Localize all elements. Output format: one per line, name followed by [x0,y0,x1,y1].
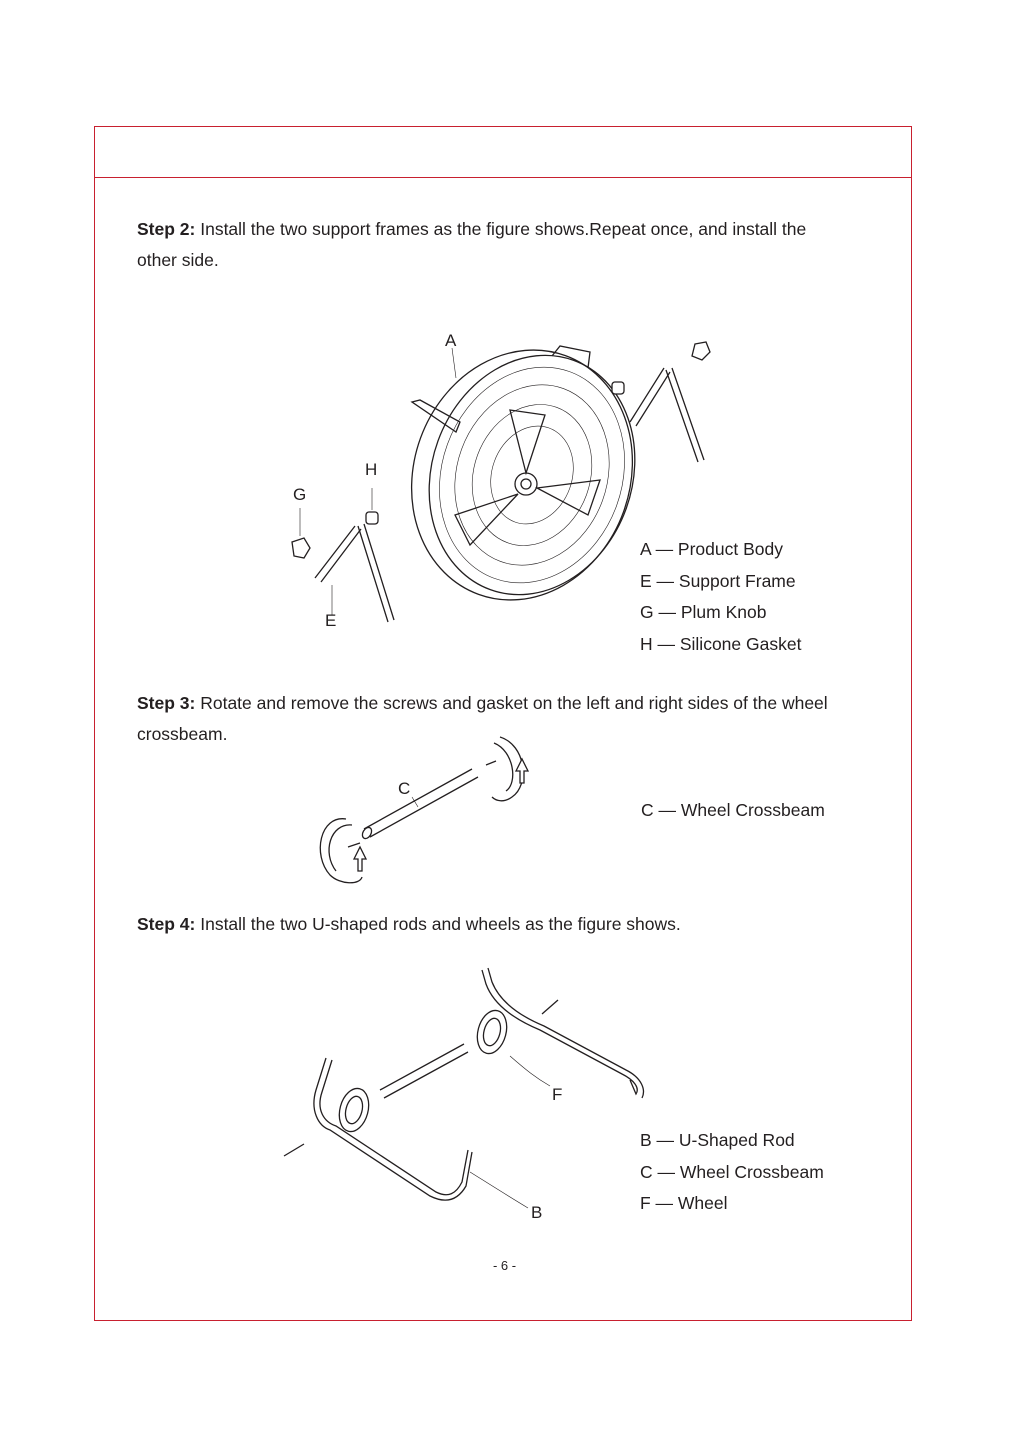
step-4-label: Step 4: [137,914,196,934]
legend-item: F — Wheel [640,1193,728,1213]
step-4-text: Install the two U-shaped rods and wheels as the figure shows. [195,914,681,934]
page-number: - 6 - [492,1258,517,1273]
callout-f: F [552,1085,563,1104]
step-2-instruction [137,214,837,276]
legend-item: B — U-Shaped Rod [640,1130,795,1150]
legend-item: A — Product Body [640,539,783,559]
callout-e: E [325,611,337,630]
step-3-text: Rotate and remove the screws and gasket on the left and right sides of the wheel crossbeam. [137,693,828,744]
step-4-instruction [137,909,837,940]
callout-c: C [398,779,411,798]
figure-3-legend [640,1125,824,1220]
step-2-label: Step 2: [137,219,196,239]
figure-u-rod-wheel-install [270,960,670,1230]
step-2-text: Install the two support frames as the figure shows.Repeat once, and install the other side. [137,219,807,270]
legend-item: E — Support Frame [640,570,796,591]
step-3-label: Step 3: [137,693,196,713]
callout-b: B [531,1203,543,1222]
figure-wheel-crossbeam [300,725,550,895]
header-divider [94,177,912,178]
figure-2-legend [641,795,825,827]
legend-item: G — Plum Knob [640,602,767,622]
legend-item: C — Wheel Crossbeam [641,800,825,820]
callout-g: G [293,485,307,504]
figure-1-legend [640,534,801,660]
legend-item: C — Wheel Crossbeam [640,1161,824,1182]
callout-h: H [365,460,378,479]
legend-item: H — Silicone Gasket [640,633,802,654]
callout-a: A [445,331,457,350]
